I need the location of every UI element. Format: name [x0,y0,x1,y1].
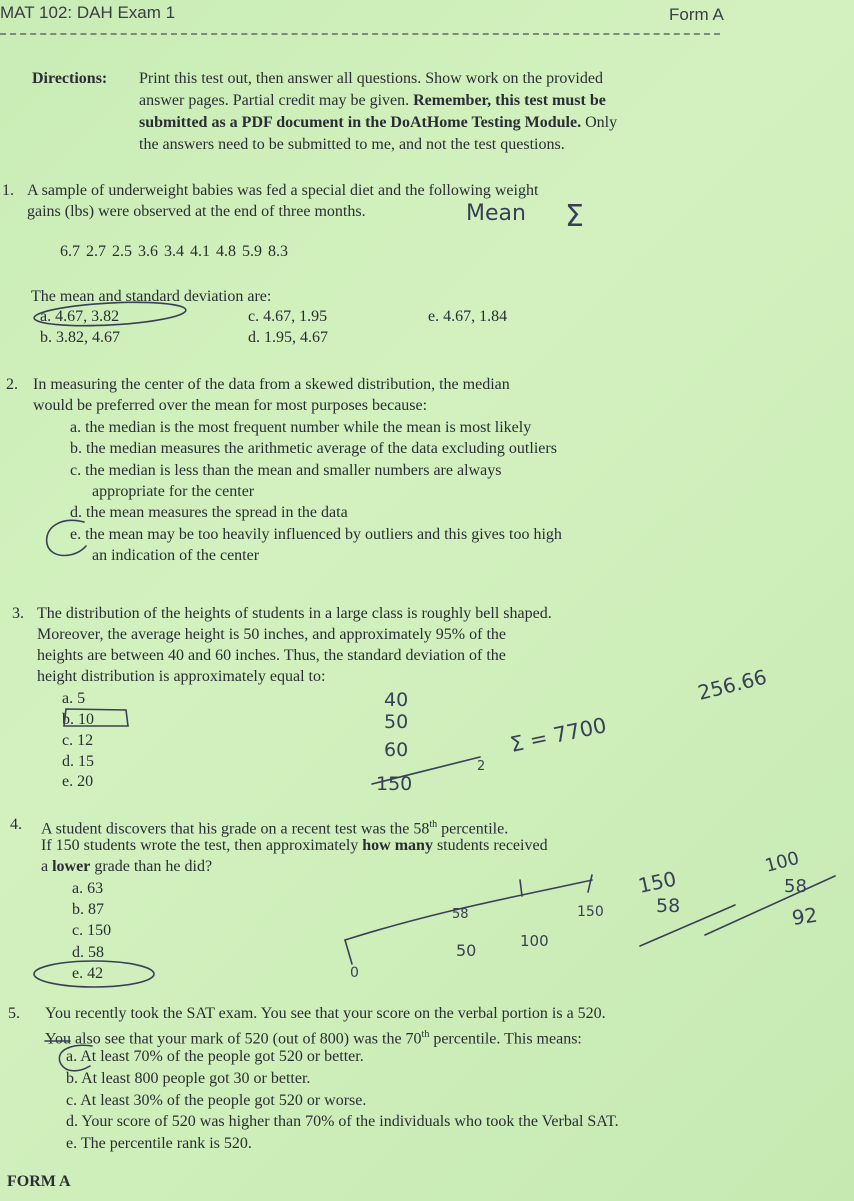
q2-stem-line-1: In measuring the center of the data from a skewed distribution, the median [33,376,510,393]
q5-option-e: e. The percentile rank is 520. [66,1135,252,1152]
q3-hand-sum: Σ = 7700 [508,713,609,757]
q4-hand-100-calc: 100 [762,847,802,877]
footer-form-label: FORM A [7,1173,71,1190]
directions-line-1: Print this test out, then answer all questions. Show work on the provided [139,70,603,87]
q1-hand-sigma: Σ [565,199,584,234]
q5-line-2: You also see that your mark of 520 (out of 800) was the 70th percentile. This means: [45,1029,582,1048]
directions-line-3: submitted as a PDF document in the DoAtHome Testing Module. Only [139,114,618,131]
q3-option-d: d. 15 [62,753,94,770]
q1-option-d: d. 1.95, 4.67 [248,329,328,346]
q3-hand-50: 50 [384,711,409,733]
q3-option-b: b. 10 [62,711,94,728]
q5-option-b: b. At least 800 people got 30 or better. [66,1070,311,1087]
exam-title: MAT 102: DAH Exam 1 [0,3,176,22]
q4-line-2: If 150 students wrote the test, then approximately how many students received [41,837,548,854]
q1-prompt: The mean and standard deviation are: [31,288,272,305]
directions-line-4: the answers need to be submitted to me, and not the test questions. [139,136,565,153]
q4-hand-92: 92 [790,902,819,930]
q1-option-a: a. 4.67, 3.82 [40,308,120,325]
q2-number: 2. [6,376,18,393]
q3-hand-square: 2 [477,759,486,774]
q4-option-a: a. 63 [72,880,104,897]
q5-answer-circle [59,1045,92,1070]
q3-option-e: e. 20 [62,773,94,790]
q4-hand-58-calc: 58 [656,895,681,917]
q4-hand-150: 150 [636,866,679,898]
q1-data-values: 6.7 2.7 2.5 3.6 3.4 4.1 4.8 5.9 8.3 [60,243,288,260]
q4-option-b: b. 87 [72,901,104,918]
q1-option-b: b. 3.82, 4.67 [40,329,120,346]
q3-hand-40: 40 [384,689,409,711]
q2-option-c-cont: appropriate for the center [92,483,255,500]
q5-option-d: d. Your score of 520 was higher than 70% of the individuals who took the Verbal SAT. [66,1113,619,1130]
q4-answer-circle [34,961,154,987]
q2-answer-circle [47,520,86,555]
q2-stem-line-2: would be preferred over the mean for most purposes because: [33,397,428,414]
q1-option-e: e. 4.67, 1.84 [428,308,508,325]
q4-number: 4. [10,816,22,833]
q3-hand-60: 60 [384,739,409,761]
q1-answer-circle [34,299,187,329]
q4-hand-100: 100 [520,932,549,950]
q3-line-4: height distribution is approximately equal to: [37,668,326,685]
q3-hand-150: 150 [376,773,413,795]
q4-option-d: d. 58 [72,944,104,961]
q1-stem-line-2: gains (lbs) were observed at the end of three months. [27,203,366,220]
q2-option-b: b. the median measures the arithmetic average of the data excluding outliers [70,440,557,457]
q3-line-3: heights are between 40 and 60 inches. Thus, the standard deviation of the [37,647,506,664]
q4-hand-50: 50 [456,941,477,960]
q4-hand-58-sub: 58 [784,876,807,897]
q3-option-c: c. 12 [62,732,94,749]
q2-option-e: e. the mean may be too heavily influenced by outliers and this gives too high [70,526,562,543]
q3-line-2: Moreover, the average height is 50 inches, and approximately 95% of the [37,626,506,643]
q1-number: 1. [2,182,14,199]
q3-option-a: a. 5 [62,690,86,707]
q5-number: 5. [8,1005,20,1022]
q1-stem-line-1: A sample of underweight babies was fed a special diet and the following weight [27,182,539,199]
q4-option-e: e. 42 [72,965,104,982]
q4-hand-58: 58 [452,907,469,922]
q2-option-e-cont: an indication of the center [92,547,260,564]
q2-option-d: d. the mean measures the spread in the data [70,504,348,521]
q1-hand-mean: Mean [466,201,526,226]
q1-option-c: c. 4.67, 1.95 [248,308,328,325]
q3-hand-result: 256.66 [695,664,770,705]
q5-line-1: You recently took the SAT exam. You see that your score on the verbal portion is a 520. [45,1005,606,1022]
q2-option-c: c. the median is less than the mean and smaller numbers are always [70,462,502,479]
q4-line-3: a lower grade than he did? [41,858,213,875]
q5-option-c: c. At least 30% of the people got 520 or worse. [66,1092,367,1109]
q4-hand-150-line: 150 [577,904,604,920]
directions-line-2: answer pages. Partial credit may be given. Remember, this test must be [139,92,606,109]
directions-label: Directions: [32,70,108,87]
q3-answer-box [64,709,128,726]
form-label: Form A [669,5,724,24]
q4-line-1: A student discovers that his grade on a recent test was the 58th percentile. [41,819,509,838]
q4-hand-0: 0 [350,965,359,981]
q3-number: 3. [12,605,24,622]
q4-option-c: c. 150 [72,922,112,939]
q5-option-a: a. At least 70% of the people got 520 or better. [66,1048,364,1065]
q2-option-a: a. the median is the most frequent number while the mean is most likely [70,419,532,436]
q3-line-1: The distribution of the heights of students in a large class is roughly bell shaped. [37,605,552,622]
